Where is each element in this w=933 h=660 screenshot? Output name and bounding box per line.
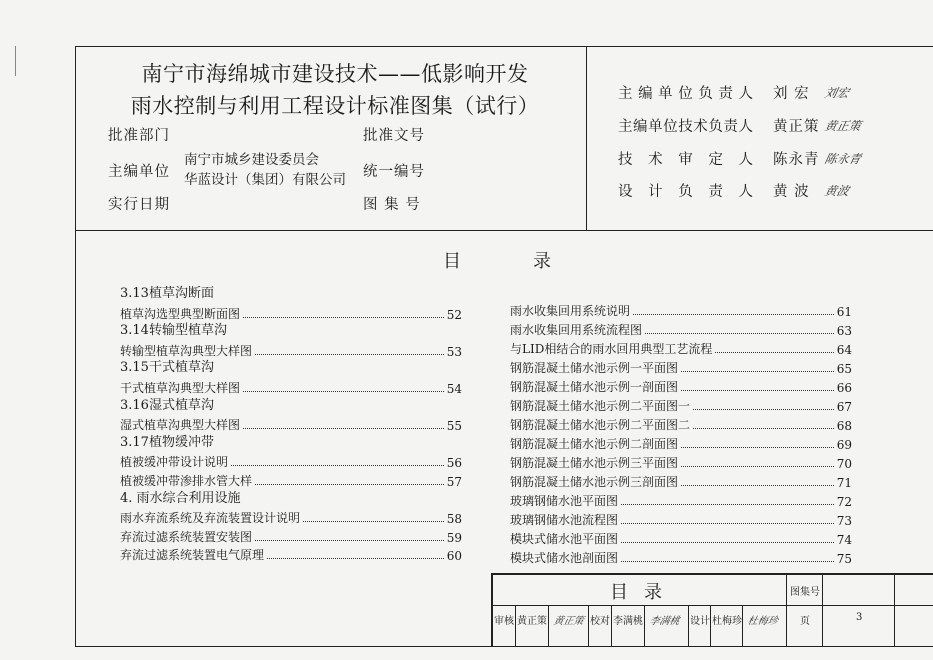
toc-entry-title: 干式植草沟典型大样图 — [120, 381, 241, 395]
tb-line — [710, 605, 711, 646]
title-block-name: 目录 — [610, 582, 678, 603]
toc-entry-page: 58 — [446, 512, 462, 527]
personnel-signature: 黄波 — [823, 184, 851, 198]
toc-entry[interactable] — [120, 304, 462, 322]
toc-entry[interactable] — [510, 301, 852, 319]
toc-dot-leader — [243, 428, 444, 429]
title-block-atlas-label: 图集号 — [790, 587, 820, 598]
toc-entry-title: 弃流过滤系统装置电气原理 — [120, 548, 265, 563]
toc-entry-title: 钢筋混凝土储水池示例二平面图二 — [510, 418, 691, 432]
toc-dot-leader — [255, 540, 444, 541]
tb-line — [515, 605, 516, 646]
toc-entry[interactable] — [120, 508, 462, 526]
toc-dot-leader — [681, 485, 834, 486]
toc-entry-page: 63 — [836, 324, 852, 338]
toc-dot-leader — [255, 354, 444, 355]
toc-entry[interactable] — [510, 320, 852, 338]
toc-entry-title: 模块式储水池平面图 — [510, 532, 619, 546]
toc-section-heading: 3.16湿式植草沟 — [120, 397, 214, 413]
toc-entry[interactable] — [510, 548, 852, 566]
toc-section-heading: 3.15干式植草沟 — [120, 360, 214, 376]
toc-dot-leader — [303, 521, 444, 522]
toc-entry[interactable] — [510, 453, 852, 471]
toc-dot-leader — [621, 561, 834, 562]
tb-line — [491, 605, 933, 606]
editor-unit-label: 主编单位 — [108, 164, 170, 180]
toc-entry[interactable] — [120, 471, 462, 489]
toc-entry-page: 61 — [836, 305, 852, 319]
toc-entry-page: 56 — [446, 456, 462, 471]
header-vertical-divider — [586, 46, 587, 230]
frame-top-line — [75, 46, 933, 47]
toc-entry-title: 钢筋混凝土储水池示例一平面图 — [510, 361, 679, 375]
toc-entry[interactable] — [120, 415, 462, 433]
toc-entry[interactable] — [510, 377, 852, 395]
toc-entry-page: 52 — [446, 307, 462, 322]
toc-entry-page: 67 — [836, 400, 852, 414]
toc-entry-page: 68 — [836, 419, 852, 433]
toc-entry-page: 74 — [836, 533, 852, 547]
personnel-signature: 黄正策 — [823, 119, 863, 133]
toc-entry-title: 雨水收集回用系统说明 — [510, 304, 631, 318]
toc-dot-leader — [621, 523, 834, 524]
personnel-signature: 陈永青 — [823, 152, 863, 166]
toc-section-heading: 3.14转输型植草沟 — [120, 323, 227, 339]
toc-section-heading: 4. 雨水综合利用设施 — [120, 490, 241, 506]
toc-section-heading: 3.17植物缓冲带 — [120, 434, 214, 450]
toc-entry-title: 钢筋混凝土储水池示例一剖面图 — [510, 380, 679, 394]
toc-entry[interactable] — [120, 378, 462, 396]
unified-no-label: 统一编号 — [363, 164, 425, 180]
toc-dot-leader — [681, 390, 834, 391]
page-label: 页 — [800, 616, 810, 627]
design-signature: 杜梅珍 — [746, 616, 779, 627]
approval-dept-label: 批准部门 — [108, 128, 170, 144]
atlas-title-line1: 南宁市海绵城市建设技术——低影响开发 — [141, 62, 529, 86]
toc-dot-leader — [621, 504, 834, 505]
tb-line — [742, 605, 743, 646]
toc-entry-page: 73 — [836, 514, 852, 528]
personnel-name: 黄 波 — [773, 184, 810, 200]
toc-entry-page: 72 — [836, 495, 852, 509]
tb-line — [588, 605, 589, 646]
toc-section-heading: 3.13植草沟断面 — [120, 286, 214, 301]
toc-dot-leader — [681, 466, 834, 467]
toc-entry-title: 植被缓冲带设计说明 — [120, 455, 229, 470]
toc-dot-leader — [693, 428, 834, 429]
toc-entry[interactable] — [120, 527, 462, 545]
toc-entry-page: 66 — [836, 381, 852, 395]
toc-entry-title: 湿式植草沟典型大样图 — [120, 418, 241, 433]
toc-entry-title: 钢筋混凝土储水池示例三平面图 — [510, 456, 679, 470]
tb-line — [822, 573, 823, 646]
toc-dot-leader — [255, 484, 444, 485]
toc-entry-title: 与LID相结合的雨水回用典型工艺流程 — [510, 342, 713, 356]
toc-entry-title: 转输型植草沟典型大样图 — [120, 343, 253, 358]
toc-entry[interactable] — [510, 472, 852, 490]
tb-line — [688, 605, 689, 646]
toc-entry-title: 钢筋混凝土储水池示例二平面图一 — [510, 399, 691, 413]
toc-entry[interactable] — [510, 491, 852, 509]
frame-bottom-line — [75, 646, 933, 647]
toc-entry[interactable] — [120, 341, 462, 359]
approval-doc-label: 批准文号 — [363, 128, 425, 144]
toc-entry[interactable] — [510, 358, 852, 376]
toc-entry-title: 弃流过滤系统装置安装图 — [120, 529, 253, 544]
toc-title: 目 录 — [443, 251, 551, 272]
tb-line — [491, 573, 933, 575]
toc-entry-title: 植草沟选型典型断面图 — [120, 306, 241, 321]
toc-entry-title: 玻璃钢储水池平面图 — [510, 494, 619, 508]
toc-entry[interactable] — [120, 545, 462, 563]
toc-entry-title: 钢筋混凝土储水池示例二剖面图 — [510, 437, 679, 451]
toc-dot-leader — [715, 352, 833, 353]
editor-unit-2: 华蓝设计（集团）有限公司 — [184, 172, 346, 188]
toc-entry-page: 59 — [446, 530, 462, 545]
toc-dot-leader — [243, 391, 444, 392]
toc-dot-leader — [267, 558, 444, 559]
personnel-role: 主编单位技术负责人 — [618, 119, 753, 135]
personnel-role: 主编单位负责人 — [618, 86, 753, 102]
tb-line — [644, 605, 645, 646]
toc-dot-leader — [645, 333, 834, 334]
design-label: 设计 — [690, 616, 710, 627]
personnel-role: 技术审定人 — [618, 152, 753, 168]
toc-entry-page: 57 — [446, 475, 462, 489]
personnel-name: 陈永青 — [773, 152, 820, 168]
design-name: 杜梅珍 — [712, 616, 742, 627]
toc-entry[interactable] — [510, 339, 852, 357]
personnel-signature: 刘宏 — [823, 86, 851, 100]
review-signature: 黄正策 — [552, 616, 585, 627]
toc-entry-title: 钢筋混凝土储水池示例三剖面图 — [510, 475, 679, 489]
toc-entry-title: 模块式储水池剖面图 — [510, 551, 619, 565]
toc-entry-page: 70 — [836, 457, 852, 471]
tb-line — [548, 605, 549, 646]
header-divider — [75, 230, 933, 231]
tb-line — [894, 573, 895, 646]
toc-entry-page: 53 — [446, 344, 462, 359]
toc-entry-page: 64 — [836, 343, 852, 357]
toc-entry[interactable] — [510, 529, 852, 547]
personnel-name: 刘 宏 — [773, 86, 810, 102]
toc-dot-leader — [681, 371, 834, 372]
toc-dot-leader — [621, 542, 834, 543]
personnel-name: 黄正策 — [773, 119, 820, 135]
toc-dot-leader — [693, 409, 834, 410]
atlas-no-label: 图 集 号 — [363, 197, 421, 213]
check-name: 李满桃 — [613, 616, 643, 627]
toc-entry-page: 60 — [446, 549, 462, 564]
effective-date-label: 实行日期 — [108, 197, 170, 213]
toc-entry-page: 65 — [836, 362, 852, 376]
toc-entry[interactable] — [510, 396, 852, 414]
toc-entry-page: 75 — [836, 552, 852, 566]
toc-entry-title: 雨水收集回用系统流程图 — [510, 323, 643, 337]
page-value: 3 — [856, 612, 863, 623]
toc-entry-page: 71 — [836, 476, 852, 490]
atlas-title-line2: 雨水控制与利用工程设计标准图集（试行） — [130, 94, 540, 118]
tb-line — [491, 573, 493, 646]
crop-mark — [15, 46, 16, 76]
toc-entry-title: 玻璃钢储水池流程图 — [510, 513, 619, 527]
review-name: 黄正策 — [517, 616, 547, 627]
toc-dot-leader — [633, 314, 834, 315]
toc-entry[interactable] — [510, 434, 852, 452]
review-label: 审核 — [494, 616, 514, 627]
toc-entry-page: 69 — [836, 438, 852, 452]
toc-entry-title: 雨水弃流系统及弃流装置设计说明 — [120, 511, 301, 526]
toc-entry-title: 植被缓冲带渗排水管大样 — [120, 474, 253, 488]
toc-dot-leader — [231, 465, 444, 466]
toc-entry[interactable] — [510, 510, 852, 528]
tb-line — [786, 573, 787, 646]
toc-entry[interactable] — [510, 415, 852, 433]
tb-line — [611, 605, 612, 646]
toc-entry[interactable] — [120, 452, 462, 470]
toc-entry-page: 54 — [446, 382, 462, 396]
personnel-role: 设计负责人 — [618, 184, 753, 200]
toc-dot-leader — [243, 317, 444, 318]
frame-left-line — [75, 46, 76, 646]
check-label: 校对 — [590, 616, 610, 627]
editor-unit-1: 南宁市城乡建设委员会 — [184, 152, 319, 168]
check-signature: 李满桃 — [648, 616, 681, 627]
toc-dot-leader — [681, 447, 834, 448]
toc-entry-page: 55 — [446, 419, 462, 434]
